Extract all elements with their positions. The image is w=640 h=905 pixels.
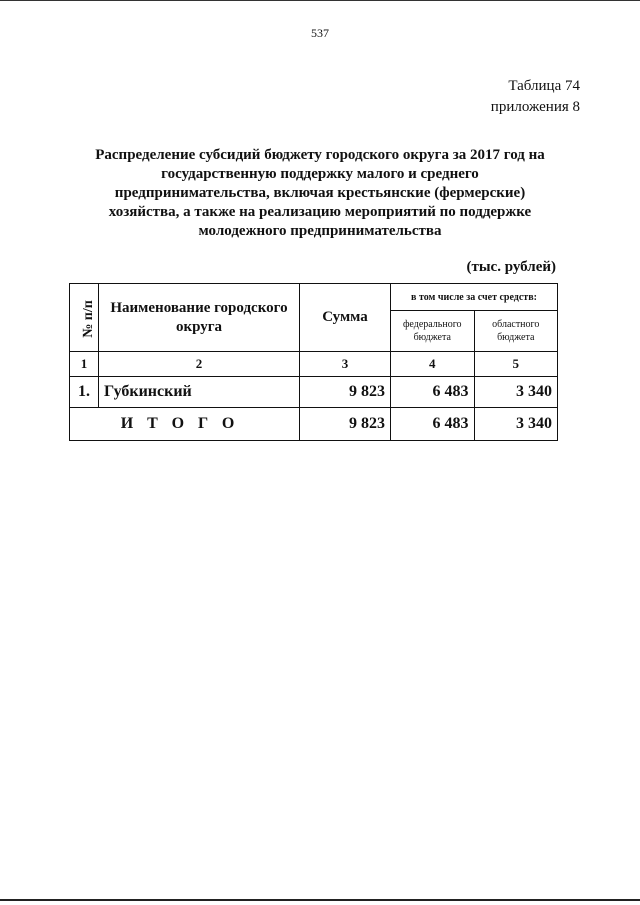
header-num-label: № п/п: [80, 299, 96, 338]
table-reference: [491, 76, 580, 118]
subsidy-table: [69, 283, 558, 441]
table-ref-line-1: Таблица 74: [508, 78, 580, 94]
page-bottom-border: [0, 899, 640, 901]
title-line-4: хозяйства, а также на реализацию мероприятий по поддержке: [108, 204, 532, 220]
table-ref-line-2: приложения 8: [490, 99, 580, 115]
title-line-3: предпринимательства, включая крестьянские (фермерские): [114, 185, 526, 201]
row-regional: 3 340: [474, 377, 558, 408]
column-index-1: 1: [70, 352, 99, 377]
header-num: [70, 284, 99, 352]
title-line-5: молодежного предпринимательства: [198, 223, 442, 239]
header-name: Наименование городского округа: [99, 284, 300, 352]
header-sum: Сумма: [300, 284, 391, 352]
header-regional: областного бюджета: [474, 311, 558, 352]
total-row: [70, 408, 558, 441]
row-federal: 6 483: [391, 377, 475, 408]
header-federal: федерального бюджета: [391, 311, 475, 352]
page-top-border: [0, 0, 640, 1]
column-index-row: [70, 352, 558, 377]
document-title: [70, 146, 570, 241]
column-index-2: 2: [99, 352, 300, 377]
title-line-2: государственную поддержку малого и среднего: [161, 166, 479, 182]
title-line-1: Распределение субсидий бюджету городского округа за 2017 год на: [95, 147, 545, 163]
total-sum: 9 823: [300, 408, 391, 441]
column-index-4: 4: [391, 352, 475, 377]
header-row: [70, 284, 558, 311]
table-row: [70, 377, 558, 408]
column-index-5: 5: [474, 352, 558, 377]
row-sum: 9 823: [300, 377, 391, 408]
row-name: Губкинский: [99, 377, 300, 408]
total-federal: 6 483: [391, 408, 475, 441]
page-number: 537: [311, 26, 329, 40]
column-index-3: 3: [300, 352, 391, 377]
row-num: 1.: [70, 377, 99, 408]
header-funding-group: в том числе за счет средств:: [391, 284, 558, 311]
units-label: (тыс. рублей): [466, 259, 556, 275]
total-label: ИТОГО: [70, 408, 300, 441]
total-regional: 3 340: [474, 408, 558, 441]
